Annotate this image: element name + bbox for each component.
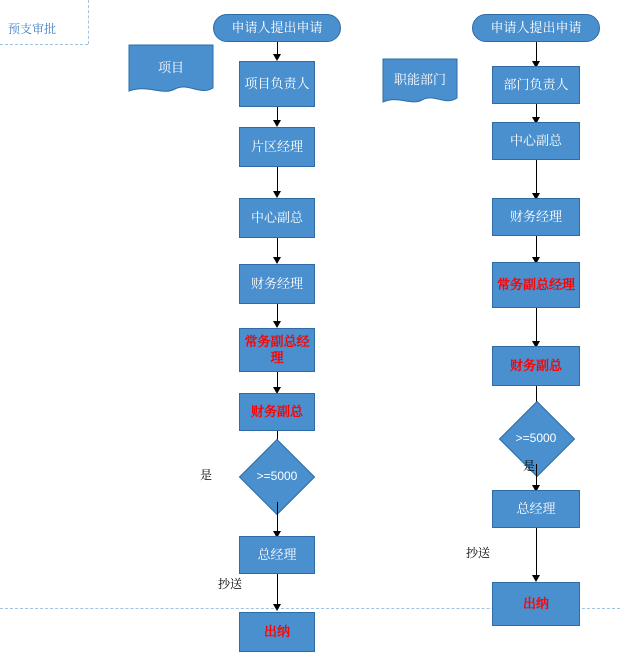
department-node-cashier[interactable]: 出纳 (492, 582, 580, 626)
connector (536, 528, 537, 576)
project-start-node[interactable]: 申请人提出申请 (213, 14, 341, 42)
department-node-2[interactable]: 中心副总 (492, 122, 580, 160)
connector (277, 238, 278, 258)
connector-arrow (273, 120, 281, 127)
department-node-5[interactable]: 财务副总 (492, 346, 580, 386)
project-node-1[interactable]: 项目负责人 (239, 61, 315, 107)
connector-arrow (273, 604, 281, 611)
divider-top (0, 44, 88, 45)
connector (536, 464, 537, 486)
project-node-2[interactable]: 片区经理 (239, 127, 315, 167)
annotation-project[interactable] (128, 44, 214, 96)
connector (536, 236, 537, 258)
connector-arrow (273, 321, 281, 328)
project-copy-label: 抄送 (218, 577, 243, 591)
department-start-node[interactable]: 申请人提出申请 (472, 14, 600, 42)
connector (277, 372, 278, 388)
annotation-project-label: 项目 (157, 59, 184, 75)
department-node-gm[interactable]: 总经理 (492, 490, 580, 528)
department-copy-label: 抄送 (466, 546, 491, 560)
connector-arrow (273, 54, 281, 61)
connector (277, 304, 278, 322)
project-node-cashier[interactable]: 出纳 (239, 612, 315, 652)
project-node-5[interactable]: 常务副总经理 (239, 328, 315, 372)
connector-arrow (532, 575, 540, 582)
divider-vertical (88, 0, 89, 44)
project-node-3[interactable]: 中心副总 (239, 198, 315, 238)
connector (536, 104, 537, 118)
department-node-3[interactable]: 财务经理 (492, 198, 580, 236)
annotation-department-label: 职能部门 (393, 71, 446, 87)
project-node-4[interactable]: 财务经理 (239, 264, 315, 304)
department-node-1[interactable]: 部门负责人 (492, 66, 580, 104)
department-node-4[interactable]: 常务副总经理 (492, 262, 580, 308)
project-decision-yes-label: 是 (200, 468, 213, 482)
connector (277, 502, 278, 532)
connector (536, 42, 537, 62)
connector (536, 160, 537, 194)
project-node-6[interactable]: 财务副总 (239, 393, 315, 431)
page-title: 预支审批 (8, 22, 57, 36)
project-decision-label: >=5000 (256, 469, 298, 483)
connector (277, 107, 278, 121)
department-decision-label: >=5000 (515, 431, 557, 445)
connector (536, 308, 537, 342)
annotation-department[interactable] (382, 58, 458, 106)
connector (277, 167, 278, 192)
connector-arrow (273, 257, 281, 264)
project-node-gm[interactable]: 总经理 (239, 536, 315, 574)
connector-arrow (273, 191, 281, 198)
department-decision-yes-label: 是 (523, 459, 536, 473)
